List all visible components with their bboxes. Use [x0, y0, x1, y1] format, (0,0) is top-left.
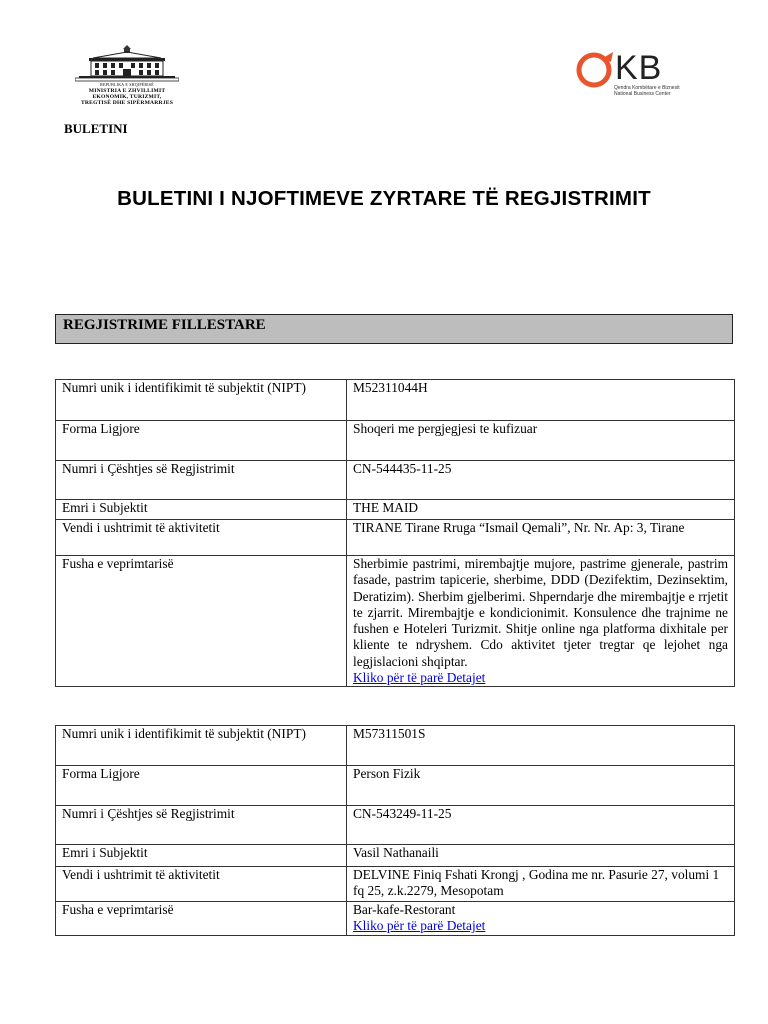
activity-field-cell [347, 556, 735, 687]
legal-form-value: Person Fizik [347, 766, 735, 806]
activity-location-value: TIRANE Tirane Rruga “Ismail Qemali”, Nr. Nr. Ap: 3, Tirane [347, 520, 735, 556]
subject-name-label: Emri i Subjektit [56, 500, 347, 520]
okb-logo [573, 50, 703, 110]
table-row [56, 726, 735, 766]
case-number-value: CN-544435-11-25 [347, 461, 735, 500]
details-link[interactable]: Kliko për të parë Detajet [353, 918, 486, 934]
nipt-value: M52311044H [347, 380, 735, 421]
activity-location-label: Vendi i ushtrimit të aktivitetit [56, 520, 347, 556]
table-row [56, 461, 735, 500]
legal-form-label: Forma Ligjore [56, 766, 347, 806]
page-title: BULETINI I NJOFTIMEVE ZYRTARE TË REGJISTRIMIT [117, 187, 651, 210]
case-number-label: Numri i Çështjes së Regjistrimit [56, 461, 347, 500]
ministry-name [62, 83, 192, 106]
activity-location-label: Vendi i ushtrimit të aktivitetit [56, 867, 347, 902]
document-label: BULETINI [64, 121, 128, 136]
activity-field-value: Bar-kafe-Restorant [353, 902, 456, 917]
okb-subtitle [614, 85, 680, 97]
activity-field-label: Fusha e veprimtarisë [56, 902, 347, 936]
subject-name-label: Emri i Subjektit [56, 845, 347, 867]
table-row [56, 520, 735, 556]
table-row [56, 421, 735, 461]
section-header [55, 314, 733, 344]
legal-form-label: Forma Ligjore [56, 421, 347, 461]
okb-wordmark: KB [615, 49, 663, 87]
table-row [56, 867, 735, 902]
case-number-label: Numri i Çështjes së Regjistrimit [56, 806, 347, 845]
table-row [56, 806, 735, 845]
ministry-line-1: MINISTRIA E ZHVILLIMIT [88, 87, 166, 94]
subject-name-value: THE MAID [347, 500, 735, 520]
okb-subtitle-line-1: Qendra Kombëtare e Biznesit [614, 85, 680, 91]
ministry-line-2: EKONOMIK, TURIZMIT, [92, 93, 162, 100]
activity-field-cell [347, 902, 735, 936]
details-link[interactable]: Kliko për të parë Detajet [353, 670, 486, 686]
subject-name-value: Vasil Nathanaili [347, 845, 735, 867]
table-row [56, 380, 735, 421]
case-number-value: CN-543249-11-25 [347, 806, 735, 845]
okb-ring-icon [573, 50, 615, 90]
nipt-value: M57311501S [347, 726, 735, 766]
registration-record-1 [55, 379, 735, 687]
table-row [56, 556, 735, 687]
ministry-logo [62, 44, 192, 106]
table-row [56, 845, 735, 867]
nipt-label: Numri unik i identifikimit të subjektit (NIPT) [56, 380, 347, 421]
activity-field-value: Sherbimie pastrimi, mirembajtje mujore, pastrime gjenerale, pastrim fasade, pastrim tapicerie, sherbime, DDD (Dezifektim, Dezinsektim, Deratizim). Sherbim gjelberimi. Shperndarje dhe mirembajtje e rrjetit te zjarrit. Mirembajtje e kondicionimit. Konsulence dhe trajnime ne fushen e Hoteleri Turizmit. Shitje online nga platforma dixhitale per kliente te ndryshem. Cdo aktivitet tjeter tregtar qe lejohet nga legjislacioni shqiptar. [353, 556, 728, 669]
okb-subtitle-line-2: National Business Center [614, 91, 671, 97]
table-row [56, 766, 735, 806]
nipt-label: Numri unik i identifikimit të subjektit (NIPT) [56, 726, 347, 766]
table-row [56, 902, 735, 936]
government-building-icon [75, 44, 179, 82]
ministry-republic-line: REPUBLIKA E SHQIPËRISË [100, 82, 154, 87]
registration-record-2 [55, 725, 735, 936]
table-row [56, 500, 735, 520]
activity-field-label: Fusha e veprimtarisë [56, 556, 347, 687]
legal-form-value: Shoqeri me pergjegjesi te kufizuar [347, 421, 735, 461]
activity-location-value: DELVINE Finiq Fshati Krongj , Godina me nr. Pasurie 27, volumi 1 fq 25, z.k.2279, Mesopotam [347, 867, 735, 902]
ministry-line-3: TREGTISË DHE SIPËRMARRJES [80, 100, 174, 107]
section-title: REGJISTRIME FILLESTARE [63, 317, 266, 333]
